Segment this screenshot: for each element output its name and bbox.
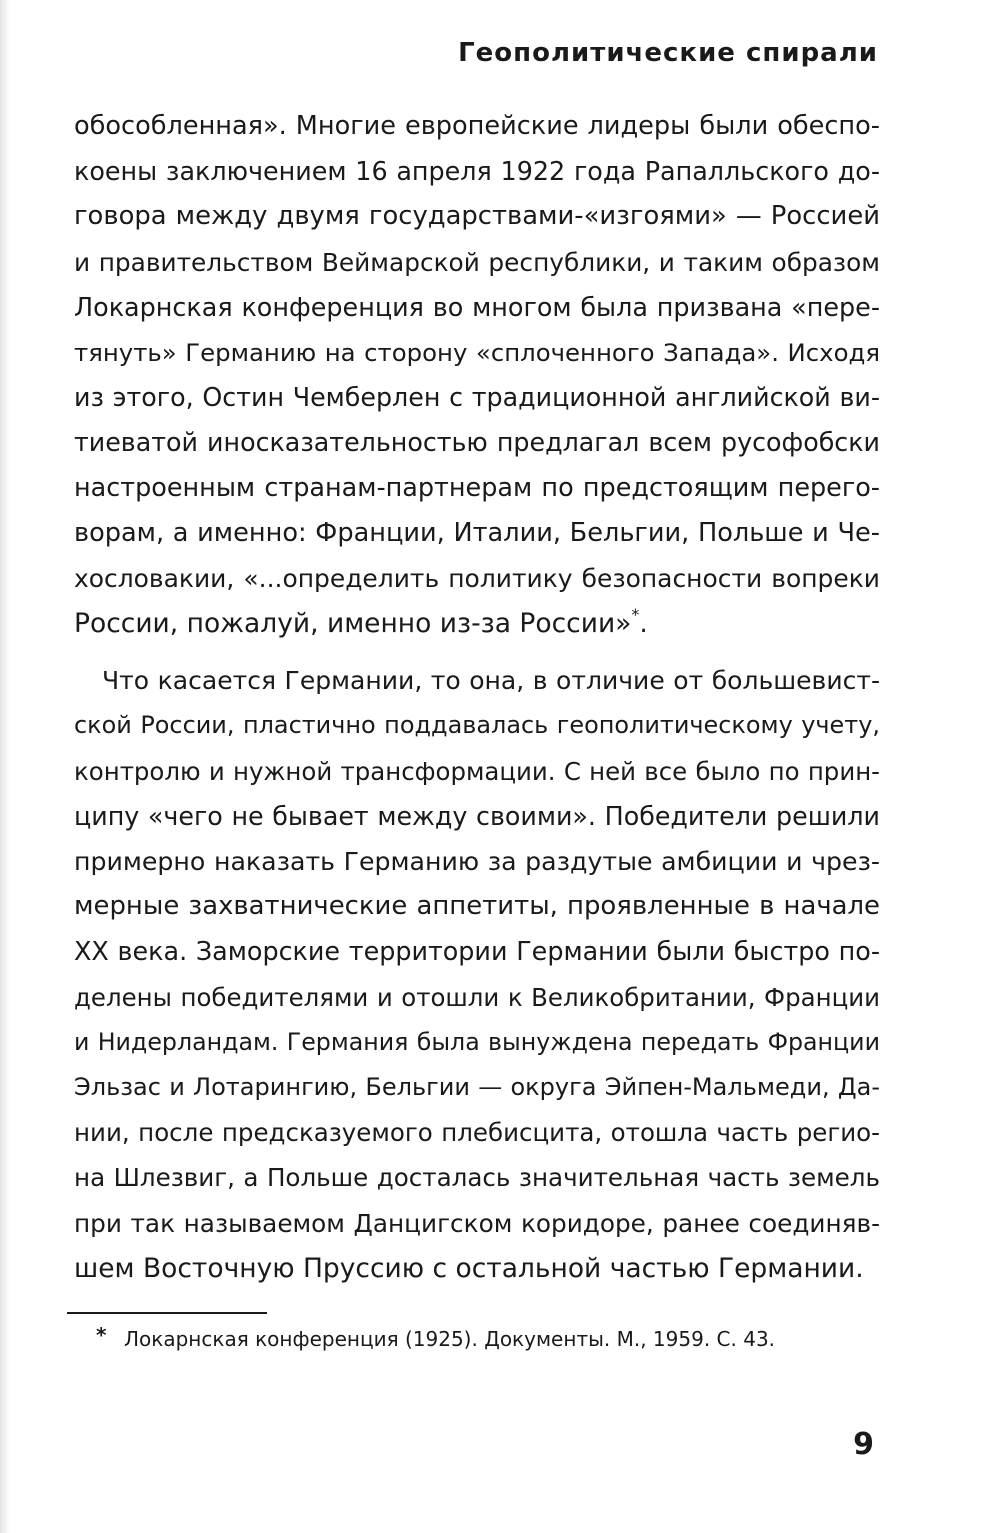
paragraph-1 xyxy=(74,104,880,646)
text-line: говора между двумя государствами-«изгоями» — Россией xyxy=(74,201,880,232)
text-line: мерные захватнические аппетиты, проявленные в начале xyxy=(74,891,880,922)
sentence-end: . xyxy=(639,608,648,640)
text-line: контролю и нужной трансформации. С ней все было по прин- xyxy=(74,756,880,786)
page-number: 9 xyxy=(853,1427,874,1462)
text-line: обособленная». Многие европейские лидеры были обеспо- xyxy=(74,111,880,141)
text-line xyxy=(74,601,880,646)
text-line: Эльзас и Лотарингию, Бельгии — округа Эйпен-Мальмеди, Да- xyxy=(74,1072,880,1101)
text-line: на Шлезвиг, а Польше досталась значительная часть земель xyxy=(74,1163,880,1193)
text-line: ворам, а именно: Франции, Италии, Бельгии, Польше и Че- xyxy=(74,517,880,548)
text-line: и Нидерландам. Германия была вынуждена передать Франции xyxy=(74,1027,880,1056)
text-line: тянуть» Германию на сторону «сплоченного Запада». Исходя xyxy=(74,337,880,367)
text-line: ской России, пластично поддавалась геополитическому учету, xyxy=(74,711,880,740)
paragraph-gap xyxy=(74,646,880,658)
text-line: настроенным странам-партнерам по предстоящим перего- xyxy=(74,472,880,503)
page-edge-shadow xyxy=(0,0,10,1533)
text-line: из этого, Остин Чемберлен с традиционной английской ви- xyxy=(74,382,880,413)
footnote-text: Локарнская конференция (1925). Документы. М., 1959. С. 43. xyxy=(124,1327,776,1351)
text-line: Локарнская конференция во многом была призвана «пере- xyxy=(74,291,880,322)
footnote xyxy=(96,1323,776,1352)
text-line: тиеватой иносказательностью предлагал всем русофобски xyxy=(74,427,880,458)
text-line: и правительством Веймарской республики, и таким образом xyxy=(74,247,880,277)
text-line: шем Восточную Пруссию с остальной частью Германии. xyxy=(74,1252,864,1284)
text-line: хословакии, «...определить политику безопасности вопреки xyxy=(74,563,880,593)
text-line: нии, после предсказуемого плебисцита, отошла часть регио- xyxy=(74,1118,880,1148)
paragraph-2 xyxy=(74,658,880,1291)
text-line-content: России, пожалуй, именно из-за России» xyxy=(74,608,632,640)
running-head: Геополитические спирали xyxy=(458,38,878,68)
text-line: ципу «чего не бывает между своими». Победители решили xyxy=(74,800,880,831)
footnote-divider xyxy=(67,1312,267,1314)
text-line: XX века. Заморские территории Германии были быстро по- xyxy=(74,936,880,967)
text-line: Что касается Германии, то она, в отличие от большевист- xyxy=(102,666,880,696)
text-line: примерно наказать Германию за раздутые амбиции и чрез- xyxy=(74,847,880,876)
text-line: при так называемом Данцигском коридоре, ранее соединяв- xyxy=(74,1208,880,1238)
text-line: делены победителями и отошли к Великобритании, Франции xyxy=(74,982,880,1012)
body-text xyxy=(74,104,880,1291)
footnote-reference[interactable]: * xyxy=(631,605,640,625)
footnote-mark: * xyxy=(96,1323,107,1347)
text-line: коены заключением 16 апреля 1922 года Рапалльского до- xyxy=(74,156,880,187)
